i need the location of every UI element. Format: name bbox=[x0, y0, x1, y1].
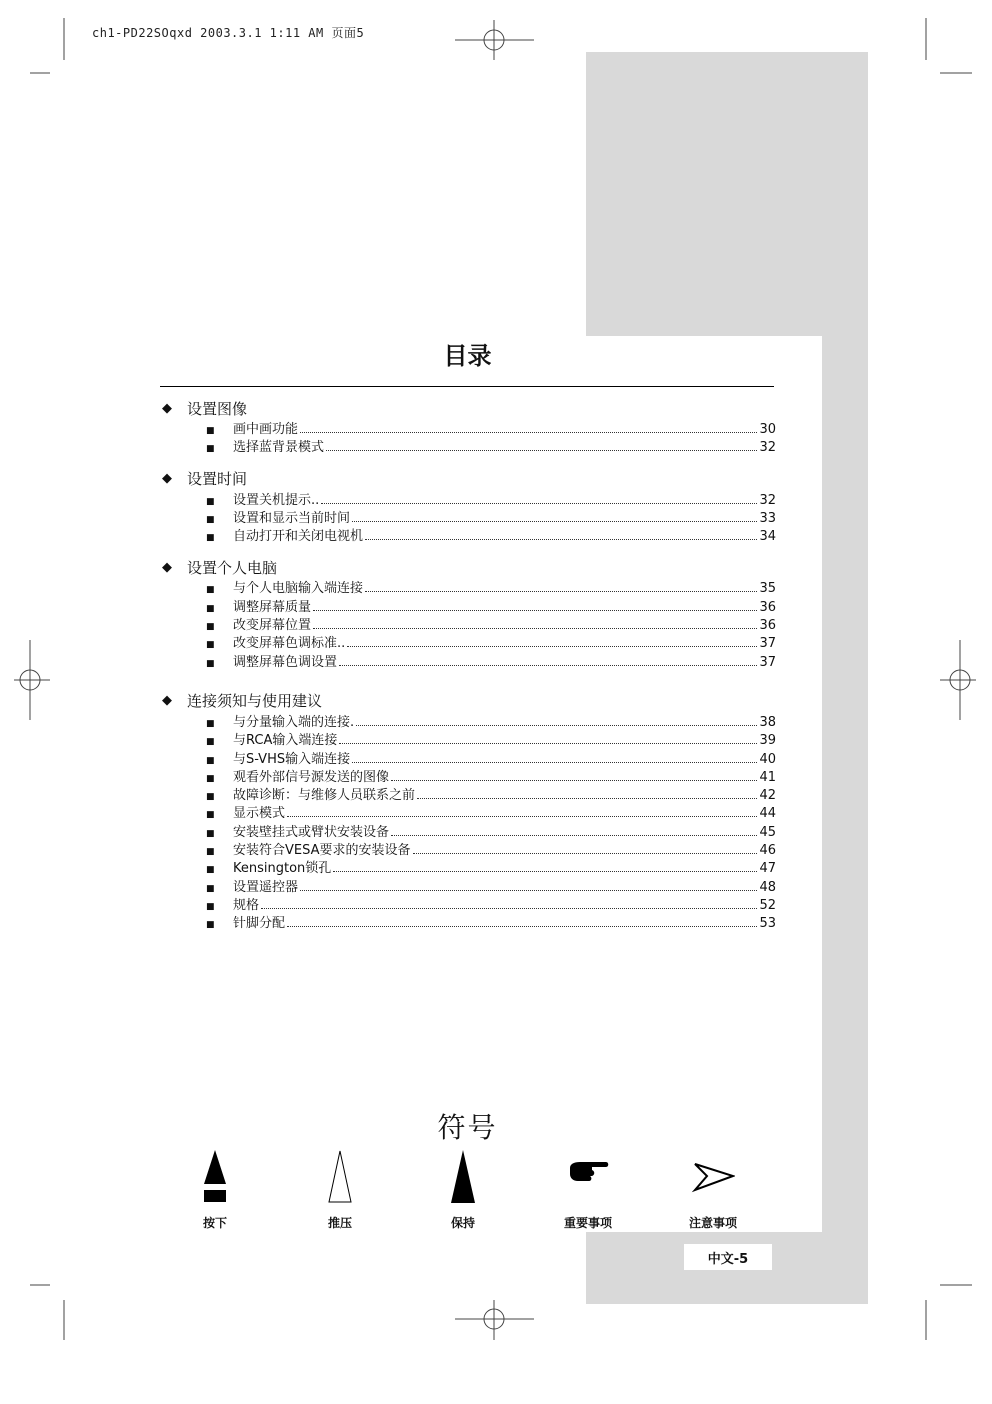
entry-page: 42 bbox=[759, 788, 776, 804]
entry-page: 47 bbox=[759, 861, 776, 877]
toc-entry[interactable] bbox=[162, 711, 776, 729]
entry-page: 36 bbox=[759, 618, 776, 634]
toc-entry[interactable] bbox=[162, 507, 776, 525]
toc-entry[interactable] bbox=[162, 876, 776, 894]
symbol-label: 重要事项 bbox=[563, 1216, 612, 1230]
symbol-push bbox=[295, 1150, 385, 1231]
square-bullet-icon: ■ bbox=[206, 847, 215, 858]
dot-leader bbox=[287, 926, 757, 927]
square-bullet-icon: ■ bbox=[206, 426, 215, 436]
hold-icon bbox=[448, 1150, 478, 1204]
square-bullet-icon: ■ bbox=[206, 737, 215, 748]
square-bullet-icon: ■ bbox=[206, 496, 215, 507]
entry-label: 调整屏幕质量 bbox=[233, 599, 312, 615]
square-bullet-icon: ■ bbox=[206, 585, 215, 596]
entry-page: 37 bbox=[759, 636, 776, 652]
dot-leader bbox=[287, 816, 757, 817]
toc-entry[interactable] bbox=[162, 802, 776, 820]
entry-page: 36 bbox=[759, 599, 776, 615]
toc-section bbox=[162, 691, 776, 931]
entry-page: 30 bbox=[759, 422, 776, 437]
entry-label: 规格 bbox=[233, 897, 260, 913]
square-bullet-icon: ■ bbox=[206, 444, 215, 455]
square-bullet-icon: ■ bbox=[206, 901, 215, 912]
square-bullet-icon: ■ bbox=[206, 773, 215, 784]
toc-entry[interactable] bbox=[162, 912, 776, 930]
symbol-press bbox=[170, 1150, 260, 1231]
square-bullet-icon: ■ bbox=[206, 514, 215, 525]
section-title: 设置时间 bbox=[187, 470, 248, 489]
toc-entry[interactable] bbox=[162, 766, 776, 784]
toc-entry[interactable] bbox=[162, 839, 776, 857]
push-icon bbox=[325, 1150, 355, 1204]
toc-entry[interactable] bbox=[162, 614, 776, 632]
square-bullet-icon: ■ bbox=[206, 718, 215, 729]
square-bullet-icon: ■ bbox=[206, 792, 215, 803]
title-rule bbox=[160, 386, 774, 387]
entry-label: 安装符合VESA要求的安装设备 bbox=[233, 843, 411, 859]
square-bullet-icon: ■ bbox=[206, 603, 215, 614]
dot-leader bbox=[352, 762, 757, 763]
toc-entry[interactable] bbox=[162, 489, 776, 507]
symbol-important bbox=[543, 1150, 633, 1231]
entry-page: 32 bbox=[759, 492, 776, 508]
entry-label: 调整屏幕色调设置 bbox=[233, 654, 338, 670]
diamond-bullet-icon: ◆ bbox=[162, 471, 172, 487]
entry-label: 改变屏幕色调标准.. bbox=[233, 636, 346, 652]
dot-leader bbox=[339, 743, 757, 744]
square-bullet-icon: ■ bbox=[206, 883, 215, 894]
square-bullet-icon: ■ bbox=[206, 828, 215, 839]
entry-label: 观看外部信号源发送的图像 bbox=[233, 769, 390, 785]
toc-entry[interactable] bbox=[162, 525, 776, 543]
diamond-bullet-icon: ◆ bbox=[162, 400, 172, 416]
dot-leader bbox=[365, 539, 757, 540]
registration-mark-bottom bbox=[455, 1300, 534, 1340]
entry-page: 34 bbox=[759, 529, 776, 545]
square-bullet-icon: ■ bbox=[206, 533, 215, 544]
registration-mark-left bbox=[14, 640, 50, 720]
entry-page: 52 bbox=[759, 897, 776, 913]
entry-page: 44 bbox=[759, 806, 776, 822]
entry-page: 46 bbox=[759, 843, 776, 859]
table-of-contents bbox=[162, 398, 776, 945]
symbol-note bbox=[668, 1150, 758, 1231]
symbol-label: 保持 bbox=[450, 1216, 475, 1230]
section-title: 连接须知与使用建议 bbox=[187, 692, 323, 711]
entry-label: 与S-VHS输入端连接 bbox=[233, 751, 351, 767]
dot-leader bbox=[365, 591, 757, 592]
entry-page: 35 bbox=[759, 581, 776, 597]
toc-entry[interactable] bbox=[162, 651, 776, 669]
toc-entry[interactable] bbox=[162, 632, 776, 650]
dot-leader bbox=[413, 853, 758, 854]
square-bullet-icon: ■ bbox=[206, 920, 215, 931]
entry-page: 38 bbox=[759, 714, 776, 730]
dot-leader bbox=[391, 780, 757, 781]
diamond-bullet-icon: ◆ bbox=[162, 693, 172, 709]
toc-entry[interactable] bbox=[162, 577, 776, 595]
entry-label: 设置关机提示.. bbox=[233, 492, 320, 508]
toc-entry[interactable] bbox=[162, 894, 776, 912]
dot-leader bbox=[417, 798, 757, 799]
toc-title: 目录 bbox=[443, 342, 492, 370]
dot-leader bbox=[321, 503, 757, 504]
square-bullet-icon: ■ bbox=[206, 810, 215, 821]
dot-leader bbox=[261, 908, 757, 909]
entry-page: 53 bbox=[759, 916, 776, 932]
entry-page: 32 bbox=[759, 440, 776, 456]
entry-label: 与个人电脑输入端连接 bbox=[233, 581, 364, 597]
entry-label: 安装壁挂式或臂状安装设备 bbox=[233, 824, 390, 840]
entry-page: 39 bbox=[759, 733, 776, 749]
dot-leader bbox=[313, 610, 757, 611]
entry-label: 显示模式 bbox=[233, 806, 286, 822]
arrow-note-icon bbox=[691, 1150, 735, 1204]
entry-label: 故障诊断：与维修人员联系之前 bbox=[233, 788, 416, 804]
entry-label: 针脚分配 bbox=[233, 916, 286, 932]
entry-page: 45 bbox=[759, 824, 776, 840]
square-bullet-icon: ■ bbox=[206, 622, 215, 633]
square-bullet-icon: ■ bbox=[206, 640, 215, 651]
toc-entry[interactable] bbox=[162, 821, 776, 839]
toc-entry[interactable] bbox=[162, 596, 776, 614]
entry-label: 与分量输入端的连接. bbox=[233, 714, 355, 730]
entry-page: 40 bbox=[759, 751, 776, 767]
symbol-label: 按下 bbox=[202, 1216, 227, 1230]
registration-mark-top bbox=[455, 20, 534, 60]
symbol-label: 注意事项 bbox=[688, 1216, 737, 1230]
dot-leader bbox=[339, 665, 757, 666]
symbols-title: 符号 bbox=[437, 1111, 498, 1144]
dot-leader bbox=[347, 646, 757, 647]
entry-label: 设置和显示当前时间 bbox=[233, 510, 351, 526]
entry-label: 画中画功能 bbox=[233, 422, 299, 437]
entry-page: 48 bbox=[759, 879, 776, 895]
toc-entry[interactable] bbox=[162, 418, 776, 436]
pointing-hand-icon bbox=[566, 1150, 610, 1204]
toc-entry[interactable] bbox=[162, 857, 776, 875]
gray-tab-side bbox=[822, 334, 868, 1234]
page-number: 中文-5 bbox=[684, 1244, 772, 1270]
print-header-note: ch1-PD22SOqxd 2003.3.1 1:11 AM 页面5 bbox=[92, 26, 365, 40]
entry-page: 37 bbox=[759, 654, 776, 670]
dot-leader bbox=[352, 521, 757, 522]
entry-label: 选择蓝背景模式 bbox=[233, 440, 325, 456]
toc-section bbox=[162, 469, 776, 544]
symbol-label: 推压 bbox=[327, 1216, 352, 1230]
dot-leader bbox=[333, 871, 757, 872]
entry-page: 33 bbox=[759, 510, 776, 526]
dot-leader bbox=[356, 725, 757, 726]
square-bullet-icon: ■ bbox=[206, 658, 215, 669]
registration-mark-right bbox=[940, 640, 976, 720]
toc-section bbox=[162, 398, 776, 455]
toc-entry[interactable] bbox=[162, 729, 776, 747]
square-bullet-icon: ■ bbox=[206, 755, 215, 766]
section-title: 设置图像 bbox=[187, 399, 248, 418]
toc-section bbox=[162, 557, 776, 668]
entry-label: 与RCA输入端连接 bbox=[233, 733, 338, 749]
entry-label: 自动打开和关闭电视机 bbox=[233, 529, 364, 545]
dot-leader bbox=[300, 890, 757, 891]
toc-entry[interactable] bbox=[162, 784, 776, 802]
symbol-hold bbox=[418, 1150, 508, 1231]
dot-leader bbox=[326, 450, 757, 451]
toc-entry[interactable] bbox=[162, 436, 776, 454]
entry-label: Kensington锁孔 bbox=[233, 861, 332, 877]
gray-tab-top bbox=[586, 52, 868, 336]
dot-leader bbox=[391, 835, 757, 836]
dot-leader bbox=[300, 432, 757, 433]
press-icon bbox=[200, 1150, 230, 1204]
toc-entry[interactable] bbox=[162, 748, 776, 766]
square-bullet-icon: ■ bbox=[206, 865, 215, 876]
dot-leader bbox=[313, 628, 757, 629]
entry-label: 改变屏幕位置 bbox=[233, 618, 312, 634]
entry-label: 设置遥控器 bbox=[233, 879, 299, 895]
entry-page: 41 bbox=[759, 769, 776, 785]
section-title: 设置个人电脑 bbox=[187, 558, 278, 577]
diamond-bullet-icon: ◆ bbox=[162, 559, 172, 575]
